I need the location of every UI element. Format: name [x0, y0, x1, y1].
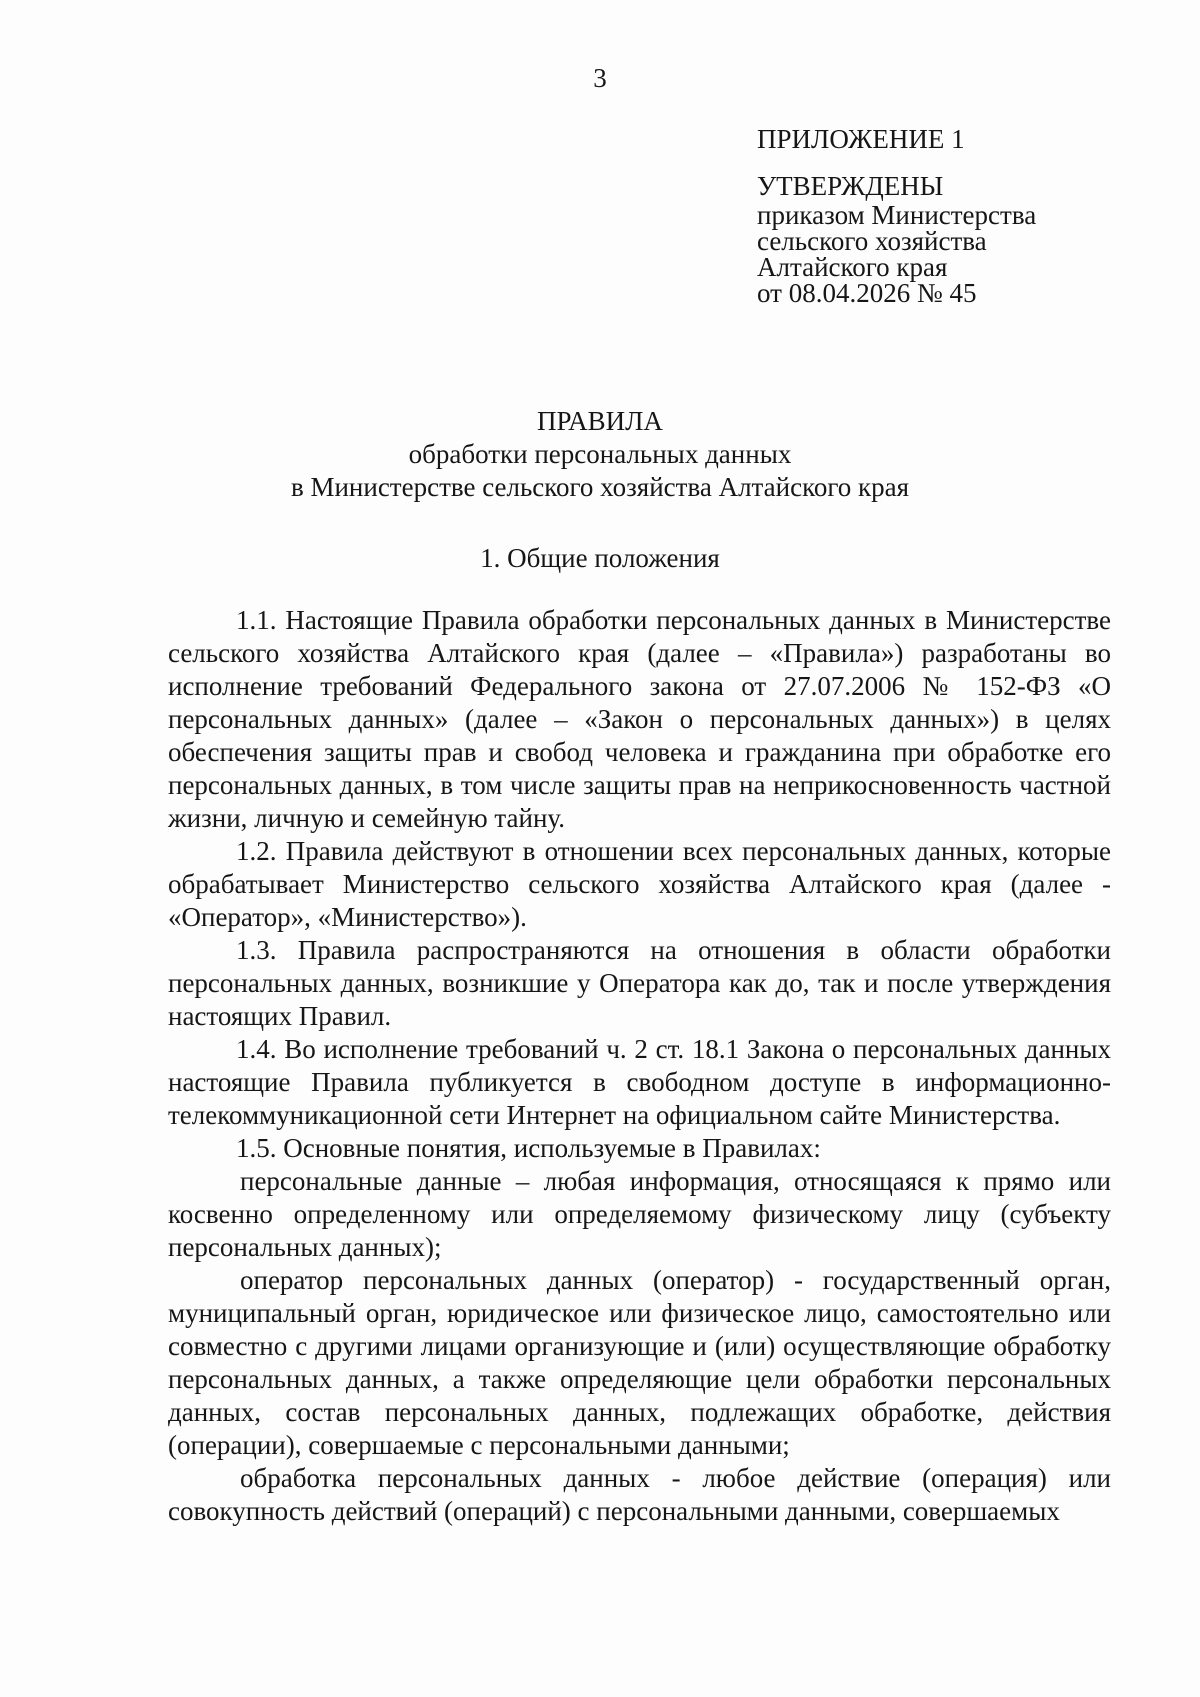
- paragraph-1-2: 1.2. Правила действуют в отношении всех персональных данных, которые обрабатывает Министерство сельского хозяйства Алтайского края (далее - «Оператор», «Министерство»).: [168, 836, 1111, 932]
- approved-title: УТВЕРЖДЕНЫ: [757, 171, 944, 201]
- body-text: [168, 604, 1111, 1528]
- paragraph-1-1: 1.1. Настоящие Правила обработки персональных данных в Министерстве сельского хозяйства Алтайского края (далее – «Правила») разработаны во исполнение требований Федерального закона от 27.07.2006 № 152-ФЗ «О персональных данных» (далее – «Закон о персональных данных») в целях обеспечения защиты прав и свобод человека и гражданина при обработке его персональных данных, в том числе защиты прав на неприкосновенность частной жизни, личную и семейную тайну.: [168, 605, 1111, 833]
- document-subtitle-line: обработки персональных данных: [408, 439, 792, 469]
- definition-processing: обработка персональных данных - любое действие (операция) или совокупность действий (операций) с персональными данными, совершаемых: [168, 1463, 1111, 1526]
- definition-personal-data: персональные данные – любая информация, относящаяся к прямо или косвенно определенному или определяемому физическому лицу (субъекту персональных данных);: [168, 1166, 1111, 1262]
- approved-line: приказом Министерства: [757, 200, 1037, 230]
- paragraph-1-3: 1.3. Правила распространяются на отношения в области обработки персональных данных, возникшие у Оператора как до, так и после утверждения настоящих Правил.: [168, 935, 1111, 1031]
- document-subtitle-line: в Министерстве сельского хозяйства Алтайского края: [290, 472, 910, 502]
- approved-line: Алтайского края: [757, 252, 948, 282]
- approved-line: сельского хозяйства: [757, 226, 987, 256]
- appendix-title: ПРИЛОЖЕНИЕ 1: [757, 124, 965, 154]
- paragraph-1-5: 1.5. Основные понятия, используемые в Правилах:: [236, 1133, 821, 1163]
- approved-by-text: [757, 202, 1177, 306]
- document-title: ПРАВИЛА: [537, 406, 663, 436]
- section-heading: 1. Общие положения: [480, 543, 720, 573]
- page-number: 3: [593, 63, 607, 93]
- order-date-number: от 08.04.2026 № 45: [757, 278, 977, 308]
- approval-block: [757, 123, 1177, 306]
- document-title-block: [0, 405, 1200, 504]
- paragraph-1-4: 1.4. Во исполнение требований ч. 2 ст. 18.1 Закона о персональных данных настоящие Правила публикуется в свободном доступе в информационно-телекоммуникационной сети Интернет на официальном сайте Министерства.: [168, 1034, 1111, 1130]
- definition-operator: оператор персональных данных (оператор) - государственный орган, муниципальный орган, юридическое или физическое лицо, самостоятельно или совместно с другими лицами организующие и (или) осуществляющие обработку персональных данных, а также определяющие цели обработки персональных данных, состав персональных данных, подлежащих обработке, действия (операции), совершаемые с персональными данными;: [168, 1265, 1111, 1460]
